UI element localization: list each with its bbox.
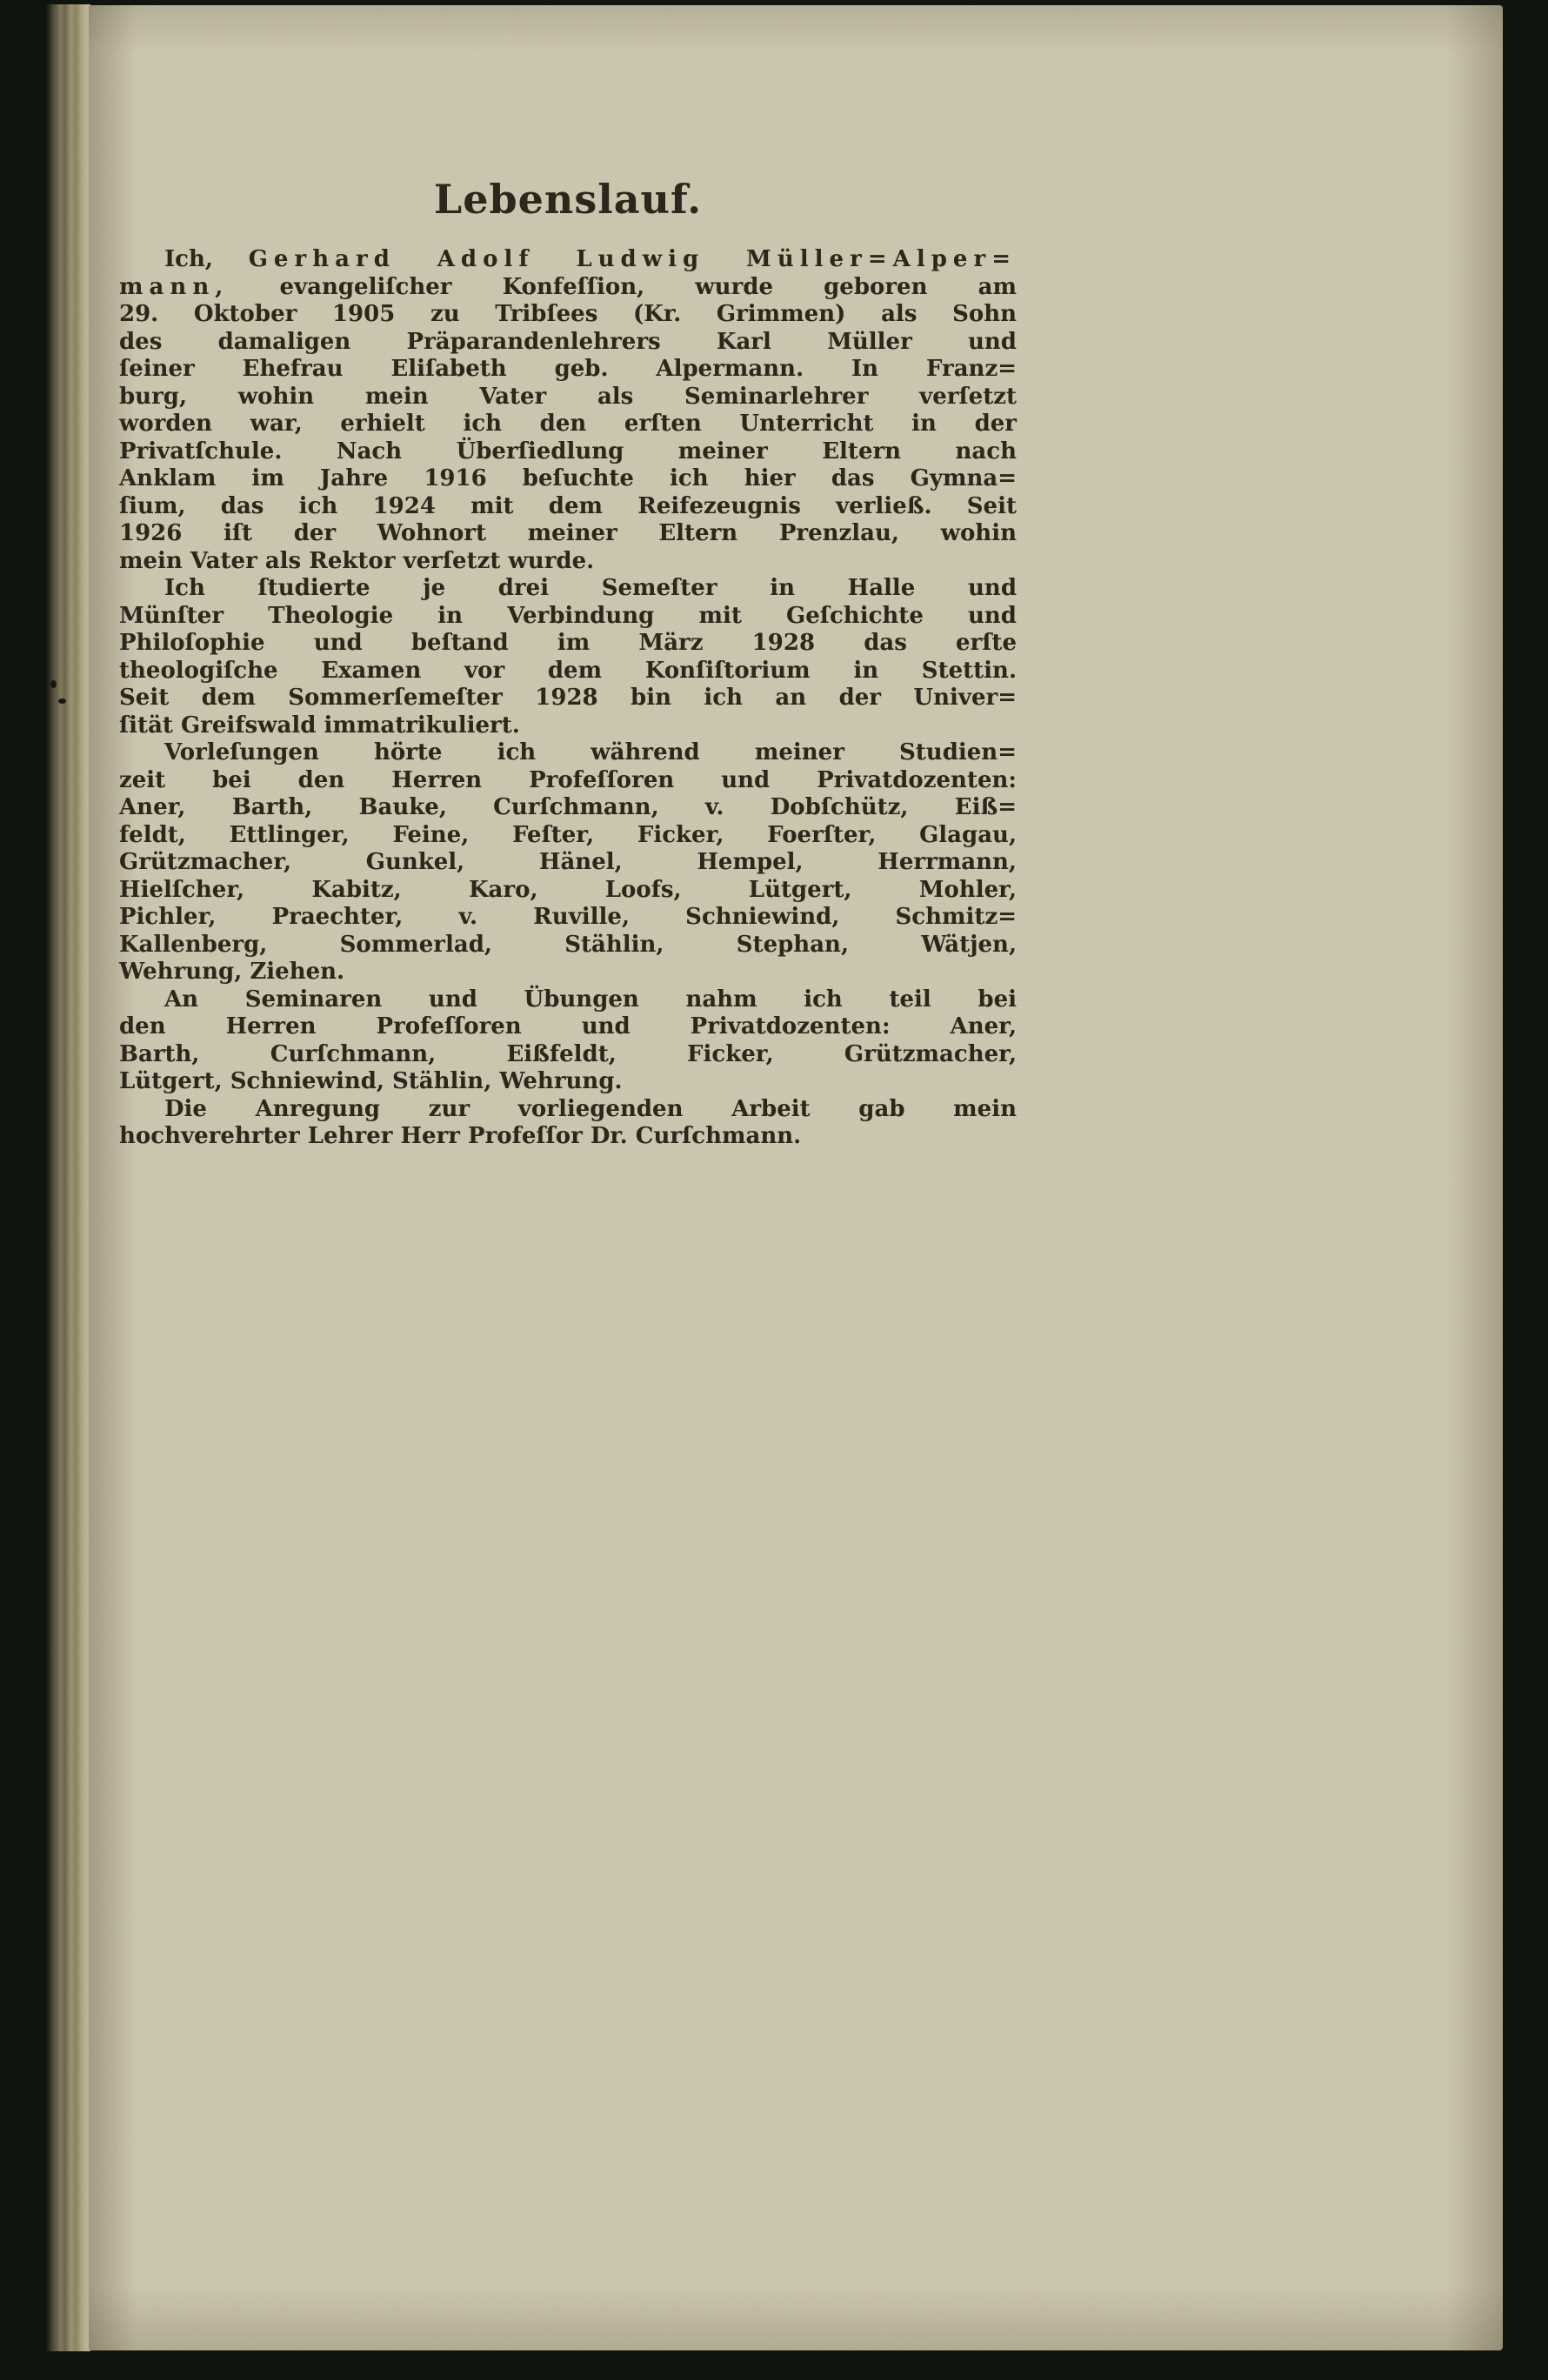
- text-segment: Ich,: [164, 246, 249, 272]
- text-line: [119, 1041, 1017, 1069]
- text-line: [119, 1123, 1017, 1151]
- text-segment: Ich ſtudierte je drei Semeſter in Halle und: [164, 575, 1017, 601]
- text-block: [119, 176, 1017, 1151]
- text-line: [119, 959, 1017, 986]
- text-line: [119, 739, 1017, 767]
- text-segment: Vorleſungen hörte ich während meiner Studien=: [164, 739, 1017, 765]
- text-line: [119, 603, 1017, 631]
- book-page: [89, 5, 1503, 2350]
- paragraph: [119, 575, 1017, 739]
- text-line: [119, 712, 1017, 740]
- text-segment: An Seminaren und Übungen nahm ich teil bei: [164, 986, 1017, 1013]
- text-line: [119, 986, 1017, 1014]
- text-segment: Philoſophie und beſtand im März 1928 das erſte: [119, 630, 1017, 656]
- paragraph: [119, 246, 1017, 575]
- text-segment: worden war, erhielt ich den erſten Unterricht in der: [119, 411, 1017, 437]
- text-line: [119, 630, 1017, 658]
- text-line: [119, 1096, 1017, 1124]
- text-segment: den Herren Profeſſoren und Privatdozenten: Aner,: [119, 1013, 1017, 1040]
- text-line: [119, 438, 1017, 466]
- text-segment: Kallenberg, Sommerlad, Stählin, Stephan, Wätjen,: [119, 931, 1017, 958]
- text-line: [119, 767, 1017, 795]
- document-title: Lebenslauf.: [433, 176, 703, 223]
- text-segment: Privatſchule. Nach Überſiedlung meiner Eltern nach: [119, 438, 1017, 465]
- text-line: [119, 849, 1017, 877]
- text-segment: Wehrung, Ziehen.: [119, 959, 345, 985]
- text-line: [119, 904, 1017, 932]
- ink-speck: [50, 680, 57, 688]
- text-line: [119, 658, 1017, 685]
- text-line: [119, 465, 1017, 493]
- text-line: [119, 548, 1017, 576]
- text-line: [119, 384, 1017, 411]
- text-segment: Anklam im Jahre 1916 beſuchte ich hier das Gymna=: [119, 465, 1017, 491]
- letterspaced-name-segment: mann,: [119, 273, 230, 300]
- text-line: [119, 685, 1017, 712]
- text-line: [119, 356, 1017, 384]
- paragraph: [119, 1096, 1017, 1151]
- text-segment: zeit bei den Herren Profeſſoren und Privatdozenten:: [119, 766, 1017, 793]
- paragraph: [119, 739, 1017, 986]
- body-text: [119, 246, 1017, 1151]
- text-line: [119, 877, 1017, 905]
- text-segment: Lütgert, Schniewind, Stählin, Wehrung.: [119, 1068, 623, 1094]
- text-line: [119, 575, 1017, 603]
- text-segment: theologiſche Examen vor dem Konſiſtorium in Stettin.: [119, 657, 1017, 684]
- text-segment: Hielſcher, Kabitz, Karo, Loofs, Lütgert, Mohler,: [119, 876, 1017, 903]
- text-segment: hochverehrter Lehrer Herr Profeſſor Dr. Curſchmann.: [119, 1123, 802, 1149]
- text-segment: 29. Oktober 1905 zu Tribſees (Kr. Grimmen) als Sohn: [119, 301, 1017, 327]
- text-segment: burg, wohin mein Vater als Seminarlehrer verſetzt: [119, 383, 1017, 410]
- page-stack-edges: [45, 4, 90, 2351]
- text-line: [119, 301, 1017, 329]
- paragraph: [119, 986, 1017, 1096]
- text-segment: 1926 iſt der Wohnort meiner Eltern Prenzlau, wohin: [119, 520, 1017, 546]
- ink-speck: [58, 699, 66, 704]
- text-segment: evangeliſcher Konfeſſion, wurde geboren am: [229, 273, 1017, 300]
- text-segment: des damaligen Präparandenlehrers Karl Müller und: [119, 328, 1017, 355]
- text-segment: ſium, das ich 1924 mit dem Reifezeugnis verließ. Seit: [119, 492, 1017, 519]
- text-line: [119, 1068, 1017, 1096]
- text-segment: Grützmacher, Gunkel, Hänel, Hempel, Herrmann,: [119, 849, 1017, 875]
- text-segment: Barth, Curſchmann, Eißfeldt, Ficker, Grützmacher,: [119, 1040, 1017, 1067]
- text-line: [119, 411, 1017, 438]
- text-line: [119, 822, 1017, 850]
- text-segment: Münſter Theologie in Verbindung mit Geſchichte und: [119, 602, 1017, 629]
- text-line: [119, 794, 1017, 822]
- text-segment: feldt, Ettlinger, Feine, Feſter, Ficker, Foerſter, Glagau,: [119, 821, 1017, 848]
- text-segment: Seit dem Sommerſemeſter 1928 bin ich an der Univer=: [119, 685, 1017, 711]
- text-line: [119, 520, 1017, 548]
- text-line: [119, 329, 1017, 357]
- text-segment: Pichler, Praechter, v. Ruville, Schniewind, Schmitz=: [119, 904, 1017, 930]
- text-line: [119, 1013, 1017, 1041]
- text-segment: ſeiner Ehefrau Eliſabeth geb. Alpermann. In Franz=: [119, 356, 1017, 382]
- text-line: [119, 932, 1017, 959]
- letterspaced-name-segment: Gerhard Adolf Ludwig Müller=Alper=: [248, 246, 1017, 272]
- text-segment: Die Anregung zur vorliegenden Arbeit gab mein: [164, 1095, 1017, 1122]
- text-line: [119, 246, 1017, 274]
- text-segment: mein Vater als Rektor verſetzt wurde.: [119, 547, 595, 574]
- text-segment: ſität Greifswald immatrikuliert.: [119, 712, 520, 739]
- text-segment: Aner, Barth, Bauke, Curſchmann, v. Dobſchütz, Eiß=: [119, 794, 1017, 820]
- text-line: [119, 274, 1017, 302]
- text-line: [119, 493, 1017, 521]
